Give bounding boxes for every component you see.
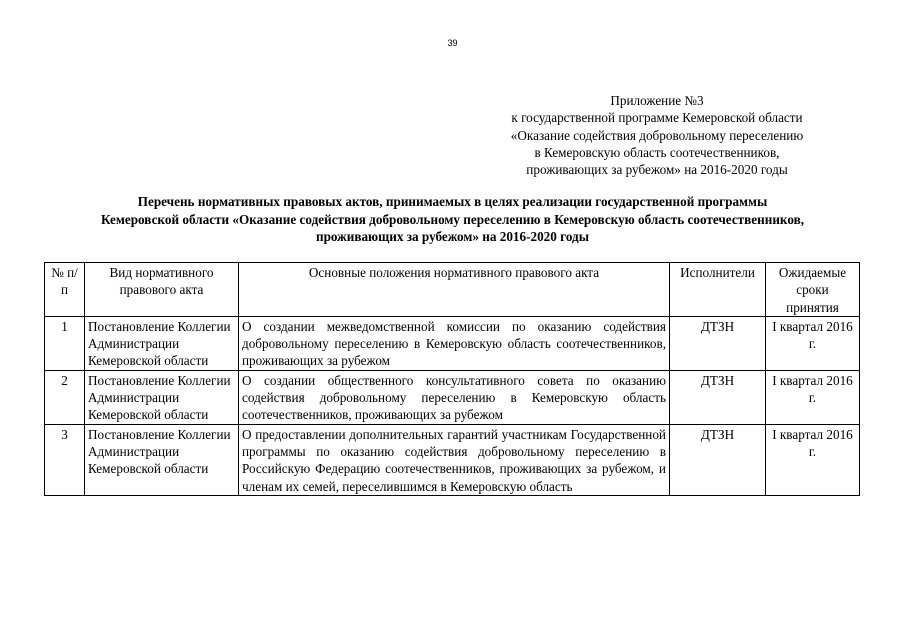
row-act-type: Постановление Коллегии Администрации Кемеровской области	[85, 370, 239, 424]
row-provisions: О создании общественного консультативного совета по оказанию содействия добровольному переселению в Кемеровскую область соотечественников, проживающих за рубежом	[239, 370, 670, 424]
appendix-header	[477, 92, 837, 178]
row-executors: ДТЗН	[670, 370, 766, 424]
row-executors: ДТЗН	[670, 316, 766, 370]
row-num: 2	[45, 370, 85, 424]
appendix-line: в Кемеровскую область соотечественников,	[534, 144, 780, 160]
legal-acts-table	[44, 262, 860, 496]
row-act-type: Постановление Коллегии Администрации Кемеровской области	[85, 316, 239, 370]
appendix-line: к государственной программе Кемеровской области	[511, 110, 803, 126]
header-num: № п/п	[45, 263, 85, 317]
header-act-type: Вид нормативного правового акта	[85, 263, 239, 317]
row-executors: ДТЗН	[670, 424, 766, 495]
document-title	[40, 193, 865, 246]
header-executors: Исполнители	[670, 263, 766, 317]
row-act-type: Постановление Коллегии Администрации Кемеровской области	[85, 424, 239, 495]
row-term: I квартал 2016 г.	[766, 424, 860, 495]
title-line: Перечень нормативных правовых актов, принимаемых в целях реализации государственной программы	[137, 194, 768, 209]
table-header-row	[45, 263, 860, 317]
header-provisions: Основные положения нормативного правового акта	[239, 263, 670, 317]
table-row	[45, 424, 860, 495]
appendix-line: Приложение №3	[610, 93, 704, 108]
appendix-line: проживающих за рубежом» на 2016-2020 годы	[526, 162, 788, 178]
header-term: Ожидаемые сроки принятия	[766, 263, 860, 317]
table-row	[45, 316, 860, 370]
row-provisions: О предоставлении дополнительных гарантий участникам Государственной программы по оказанию содействия добровольному переселению в Российскую Федерацию соотечественников, проживающих за рубежом, и членам их семей, переселившимся в Кемеровскую область	[239, 424, 670, 495]
row-num: 1	[45, 316, 85, 370]
title-line: проживающих за рубежом» на 2016-2020 годы	[315, 229, 590, 244]
appendix-line: «Оказание содействия добровольному переселению	[510, 127, 804, 143]
row-provisions: О создании межведомственной комиссии по оказанию содействия добровольному переселению в Кемеровскую область соотечественников, проживающих за рубежом	[239, 316, 670, 370]
table-row	[45, 370, 860, 424]
row-num: 3	[45, 424, 85, 495]
row-term: I квартал 2016 г.	[766, 370, 860, 424]
row-term: I квартал 2016 г.	[766, 316, 860, 370]
title-line: Кемеровской области «Оказание содействия добровольному переселению в Кемеровскую область соотечественников,	[100, 211, 805, 227]
page-number: 39	[447, 38, 458, 48]
